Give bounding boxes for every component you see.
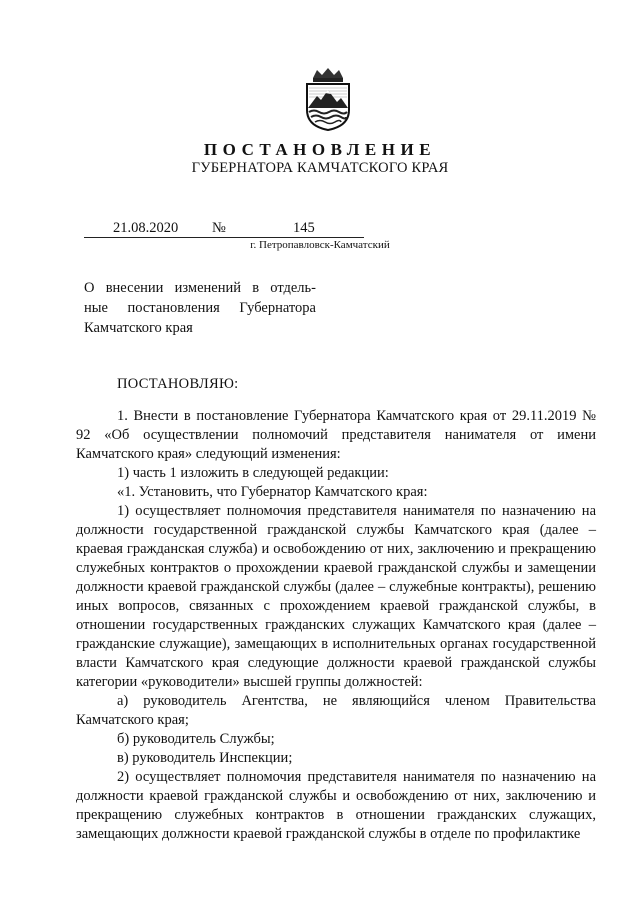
document-authority: ГУБЕРНАТОРА КАМЧАТСКОГО КРАЯ xyxy=(191,160,449,176)
document-number: 145 xyxy=(293,220,315,236)
document-city: г. Петропавловск-Камчатский xyxy=(250,239,390,251)
meta-underline xyxy=(84,237,364,238)
body-paragraph: 2) осуществляет полномочия представителя нанимателя по назначению на должности краевой гражданской службы и освобождению от них, заключению и прекращению служебных контрактов в отношении гражданских служащих, замещающих должности краевой гражданской службы в отделе по профилактике xyxy=(76,769,596,842)
subject-line: Камчатского края xyxy=(84,320,193,336)
body-paragraph: «1. Установить, что Губернатор Камчатского края: xyxy=(117,484,428,500)
body-paragraph: б) руководитель Службы; xyxy=(117,731,275,747)
subject-line: ные постановления Губернатора xyxy=(84,300,316,316)
kamchatka-coat-of-arms-emblem xyxy=(301,66,355,132)
body-paragraph: 1. Внести в постановление Губернатора Камчатского края от 29.11.2019 № 92 «Об осуществлении полномочий представителя нанимателя от имени Камчатского края» следующий изменения: xyxy=(76,408,596,462)
document-body xyxy=(76,407,596,844)
body-paragraph: 1) часть 1 изложить в следующей редакции: xyxy=(117,465,389,481)
resolve-heading: ПОСТАНОВЛЯЮ: xyxy=(117,376,239,392)
subject-line: О внесении изменений в отдель- xyxy=(84,280,316,296)
document-subject xyxy=(84,278,316,338)
body-paragraph: 1) осуществляет полномочия представителя нанимателя по назначению на должности государственной гражданской службы Камчатского края (далее – краевая гражданская служба) и освобождению от них, заключению и прекращению служебных контрактов о прохождении краевой гражданской службы и замещении должности краевой гражданской службы (далее – служебные контракты), решению иных вопросов, связанных с прохождением краевой гражданской службы, в отношении государственных гражданских служащих Камчатского края (далее – гражданские служащие), замещающих в исполнительных органах государственной власти Камчатского края следующие должности краевой гражданской службы категории «руководители» высшей группы должностей: xyxy=(76,503,596,690)
body-paragraph: в) руководитель Инспекции; xyxy=(117,750,293,766)
document-date: 21.08.2020 xyxy=(113,220,179,236)
document-title: ПОСТАНОВЛЕНИЕ xyxy=(203,140,437,159)
number-sign: № xyxy=(212,220,226,236)
body-paragraph: а) руководитель Агентства, не являющийся членом Правительства Камчатского края; xyxy=(76,693,596,728)
